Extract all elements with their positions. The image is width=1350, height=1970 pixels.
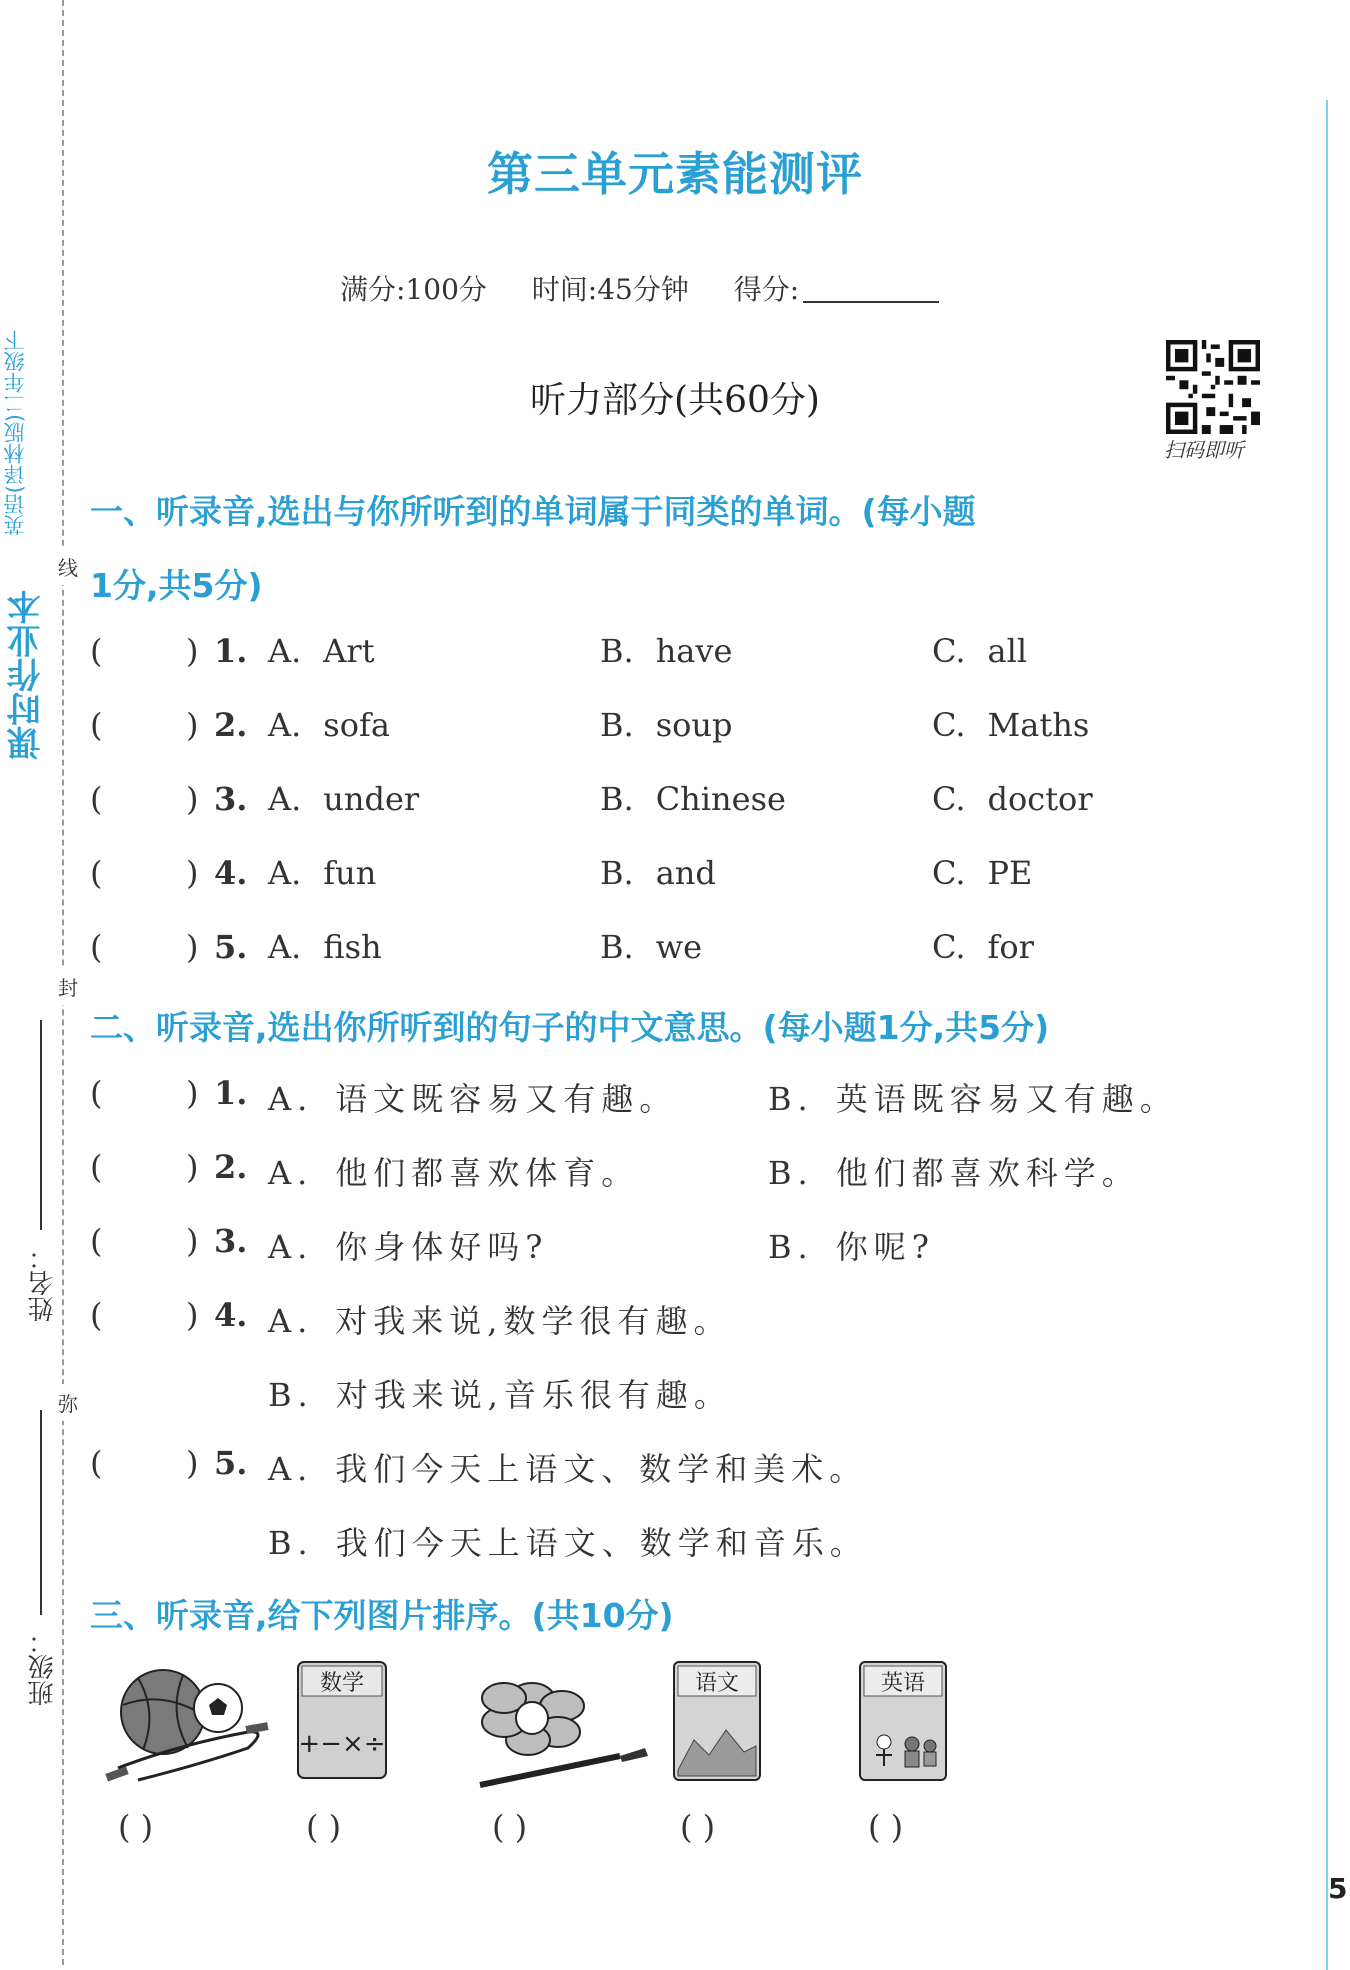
class-field-line[interactable] (40, 1410, 42, 1615)
answer-paren-open[interactable]: ( (90, 1444, 103, 1482)
english-book-picture (850, 1660, 1040, 1800)
cut-mark-close: 弥 (58, 1384, 78, 1421)
maths-book-label: 数学 (319, 1671, 365, 1696)
answer-paren-close: ) (186, 1296, 199, 1334)
chinese-book-label: 语文 (694, 1671, 740, 1696)
option-a[interactable]: A. 语文既容易又有趣。 (268, 1080, 678, 1118)
option-a[interactable]: A. 对我来说,数学很有趣。 (268, 1302, 732, 1340)
full-score: 满分:100分 (340, 273, 487, 306)
answer-paren-open[interactable]: ( (90, 706, 103, 744)
option-c[interactable]: C. for (932, 928, 1034, 966)
part-title: 听力部分(共60分) (530, 380, 820, 421)
s2-question-row (90, 1222, 1310, 1272)
s1-question-row (90, 780, 1310, 830)
option-c[interactable]: C. all (932, 632, 1028, 670)
answer-paren-close: ) (186, 1444, 199, 1482)
question-number: 5. (214, 928, 248, 966)
question-number: 1. (214, 1074, 248, 1112)
balls-jump-rope-picture (98, 1660, 288, 1800)
option-c[interactable]: C. PE (932, 854, 1033, 892)
option-a[interactable]: A. sofa (268, 706, 390, 744)
question-number: 2. (214, 1148, 248, 1186)
option-a[interactable]: A. Art (268, 632, 375, 670)
option-a[interactable]: A. fun (268, 854, 377, 892)
answer-paren-open[interactable]: ( (90, 1148, 103, 1186)
question-number: 4. (214, 1296, 248, 1334)
question-number: 4. (214, 854, 248, 892)
answer-paren-close: ) (186, 1222, 199, 1260)
class-field-label: 班级： (28, 1628, 58, 1706)
answer-paren-close: ) (186, 1148, 199, 1186)
s2-question-row (90, 1074, 1310, 1124)
name-field-label: 姓名： (28, 1244, 58, 1322)
option-c[interactable]: C. doctor (932, 780, 1093, 818)
answer-paren-close: ) (186, 706, 199, 744)
page-number: 5 (1328, 1872, 1348, 1905)
option-c[interactable]: C. Maths (932, 706, 1090, 744)
option-a[interactable]: A. under (268, 780, 420, 818)
picture-4-answer[interactable]: ( ) (680, 1808, 716, 1846)
section3-title: 三、听录音,给下列图片排序。(共10分) (90, 1596, 674, 1635)
picture-3-answer[interactable]: ( ) (492, 1808, 528, 1846)
picture-2-answer[interactable]: ( ) (306, 1808, 342, 1846)
option-a[interactable]: A. 你身体好吗? (268, 1228, 549, 1266)
qr-caption: 扫码即听 (1164, 438, 1244, 462)
answer-paren-close: ) (186, 928, 199, 966)
s2-question-row (90, 1148, 1310, 1198)
picture-5-answer[interactable]: ( ) (868, 1808, 904, 1846)
answer-paren-close: ) (186, 632, 199, 670)
time-limit: 时间:45分钟 (531, 273, 689, 306)
option-a[interactable]: A. fish (268, 928, 382, 966)
option-b[interactable]: B. and (600, 854, 716, 892)
answer-paren-open[interactable]: ( (90, 1296, 103, 1334)
option-b[interactable]: B. Chinese (600, 780, 786, 818)
s2-question-row-b (90, 1370, 1310, 1420)
answer-paren-open[interactable]: ( (90, 1222, 103, 1260)
svg-text:+−×÷: +−×÷ (298, 1729, 386, 1759)
section1-title-line1: 一、听录音,选出与你所听到的单词属于同类的单词。(每小题 (90, 492, 976, 531)
option-b[interactable]: B. we (600, 928, 703, 966)
s1-question-row (90, 854, 1310, 904)
cut-mark-line: 线 (58, 548, 78, 585)
picture-1-answer[interactable]: ( ) (118, 1808, 154, 1846)
option-b[interactable]: B. soup (600, 706, 733, 744)
answer-paren-open[interactable]: ( (90, 928, 103, 966)
option-b[interactable]: B. 英语既容易又有趣。 (768, 1080, 1178, 1118)
s2-question-row (90, 1444, 1310, 1494)
palette-brush-picture (470, 1660, 660, 1800)
name-field-line[interactable] (40, 1020, 42, 1230)
page-title: 第三单元素能测评 (487, 147, 863, 201)
brand-subtitle: 英语(译林版)二年级下 (3, 330, 27, 536)
s1-question-row (90, 632, 1310, 682)
question-number: 5. (214, 1444, 248, 1482)
section1-title-line2: 1分,共5分) (90, 566, 263, 605)
qr-code-icon[interactable] (1166, 340, 1260, 434)
option-b[interactable]: B. 对我来说,音乐很有趣。 (268, 1376, 732, 1414)
answer-paren-open[interactable]: ( (90, 854, 103, 892)
option-a[interactable]: A. 他们都喜欢体育。 (268, 1154, 640, 1192)
english-book-label: 英语 (880, 1671, 926, 1696)
answer-paren-open[interactable]: ( (90, 780, 103, 818)
section2-title: 二、听录音,选出你所听到的句子的中文意思。(每小题1分,共5分) (90, 1008, 1050, 1047)
s2-question-row (90, 1296, 1310, 1346)
score-label: 得分: (733, 273, 800, 306)
picture-row (90, 1660, 1310, 1860)
question-number: 2. (214, 706, 248, 744)
option-a[interactable]: A. 我们今天上语文、数学和美术。 (268, 1450, 868, 1488)
answer-paren-close: ) (186, 1074, 199, 1112)
cut-mark-seal: 封 (58, 968, 78, 1005)
option-b[interactable]: B. 我们今天上语文、数学和音乐。 (268, 1524, 868, 1562)
s1-question-row (90, 928, 1310, 978)
answer-paren-open[interactable]: ( (90, 632, 103, 670)
answer-paren-close: ) (186, 780, 199, 818)
option-b[interactable]: B. 他们都喜欢科学。 (768, 1154, 1140, 1192)
question-number: 1. (214, 632, 248, 670)
chinese-book-picture (664, 1660, 854, 1800)
answer-paren-close: ) (186, 854, 199, 892)
question-number: 3. (214, 780, 248, 818)
maths-book-picture (286, 1660, 476, 1800)
s1-question-row (90, 706, 1310, 756)
option-b[interactable]: B. have (600, 632, 733, 670)
answer-paren-open[interactable]: ( (90, 1074, 103, 1112)
score-blank[interactable] (803, 273, 939, 303)
question-number: 3. (214, 1222, 248, 1260)
option-b[interactable]: B. 你呢? (768, 1228, 935, 1266)
s2-question-row-b (90, 1518, 1310, 1568)
brand-logo-text: 课时作业本 (7, 590, 47, 760)
score-info (340, 268, 939, 308)
